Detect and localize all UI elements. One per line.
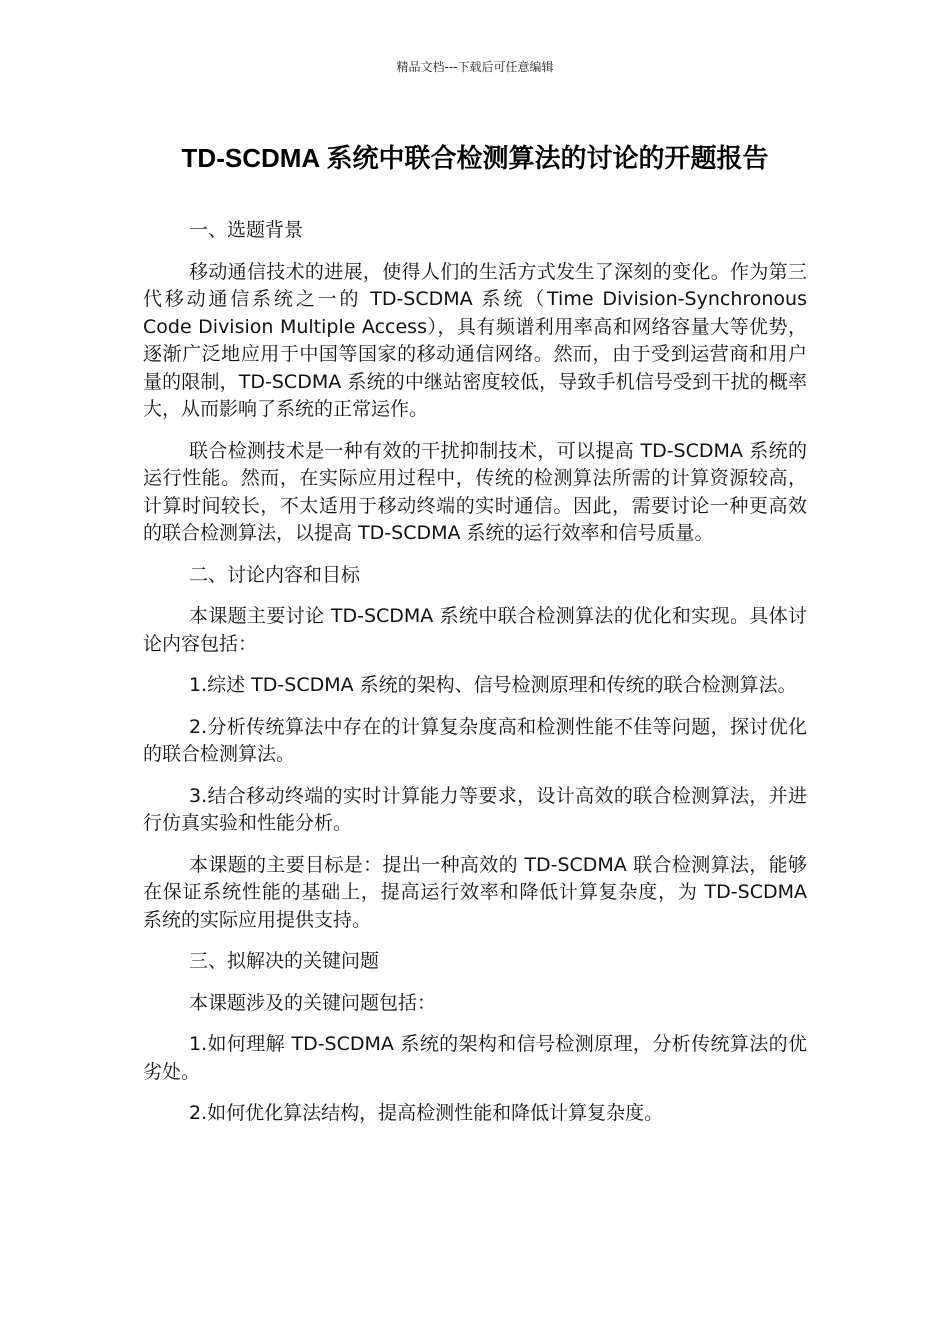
- list-item-key-problem-2: 2.如何优化算法结构，提高检测性能和降低计算复杂度。: [189, 1102, 664, 1124]
- list-item-key-problem-1: 1.如何理解 TD-SCDMA 系统的架构和信号检测原理，分析传统算法的优劣处。: [143, 1033, 807, 1083]
- section-heading-content-goals: 二、讨论内容和目标: [189, 563, 361, 586]
- document-title: TD-SCDMA 系统中联合检测算法的讨论的开题报告: [181, 143, 769, 173]
- list-item-content-2: 2.分析传统算法中存在的计算复杂度高和检测性能不佳等问题，探讨优化的联合检测算法。: [143, 715, 807, 765]
- document-body: [143, 217, 807, 1142]
- paragraph-background-1: 移动通信技术的进展，使得人们的生活方式发生了深刻的变化。作为第三代移动通信系统之一的 TD-SCDMA 系统（Time Division-Synchronous Code Division Multiple Access），具有频谱利用率高和网络容量大等优势，逐渐广泛地应用于中国等国家的移动通信网络。然而，由于受到运营商和用户量的限制，TD-SCDMA 系统的中继站密度较低，导致手机信号受到干扰的概率大，从而影响了系统的正常运作。: [143, 260, 807, 420]
- list-item-content-1: 1.综述 TD-SCDMA 系统的架构、信号检测原理和传统的联合检测算法。: [189, 674, 797, 696]
- page-header-note: 精品文档---下载后可任意编辑: [396, 60, 554, 74]
- list-item-content-3: 3.结合移动终端的实时计算能力等要求，设计高效的联合检测算法，并进行仿真实验和性能分析。: [143, 784, 807, 834]
- section-heading-key-problems: 三、拟解决的关键问题: [189, 950, 380, 972]
- paragraph-content-intro: 本课题主要讨论 TD-SCDMA 系统中联合检测算法的优化和实现。具体讨论内容包括：: [143, 605, 807, 655]
- paragraph-main-goal: 本课题的主要目标是：提出一种高效的 TD-SCDMA 联合检测算法，能够在保证系统性能的基础上，提高运行效率和降低计算复杂度，为 TD-SCDMA 系统的实际应用提供支持。: [143, 853, 807, 931]
- paragraph-background-2: 联合检测技术是一种有效的干扰抑制技术，可以提高 TD-SCDMA 系统的运行性能。然而，在实际应用过程中，传统的检测算法所需的计算资源较高，计算时间较长，不太适用于移动终端的实时通信。因此，需要讨论一种更高效的联合检测算法，以提高 TD-SCDMA 系统的运行效率和信号质量。: [143, 439, 807, 544]
- section-heading-background: 一、选题背景: [189, 219, 304, 241]
- paragraph-key-problems-intro: 本课题涉及的关键问题包括：: [189, 991, 437, 1014]
